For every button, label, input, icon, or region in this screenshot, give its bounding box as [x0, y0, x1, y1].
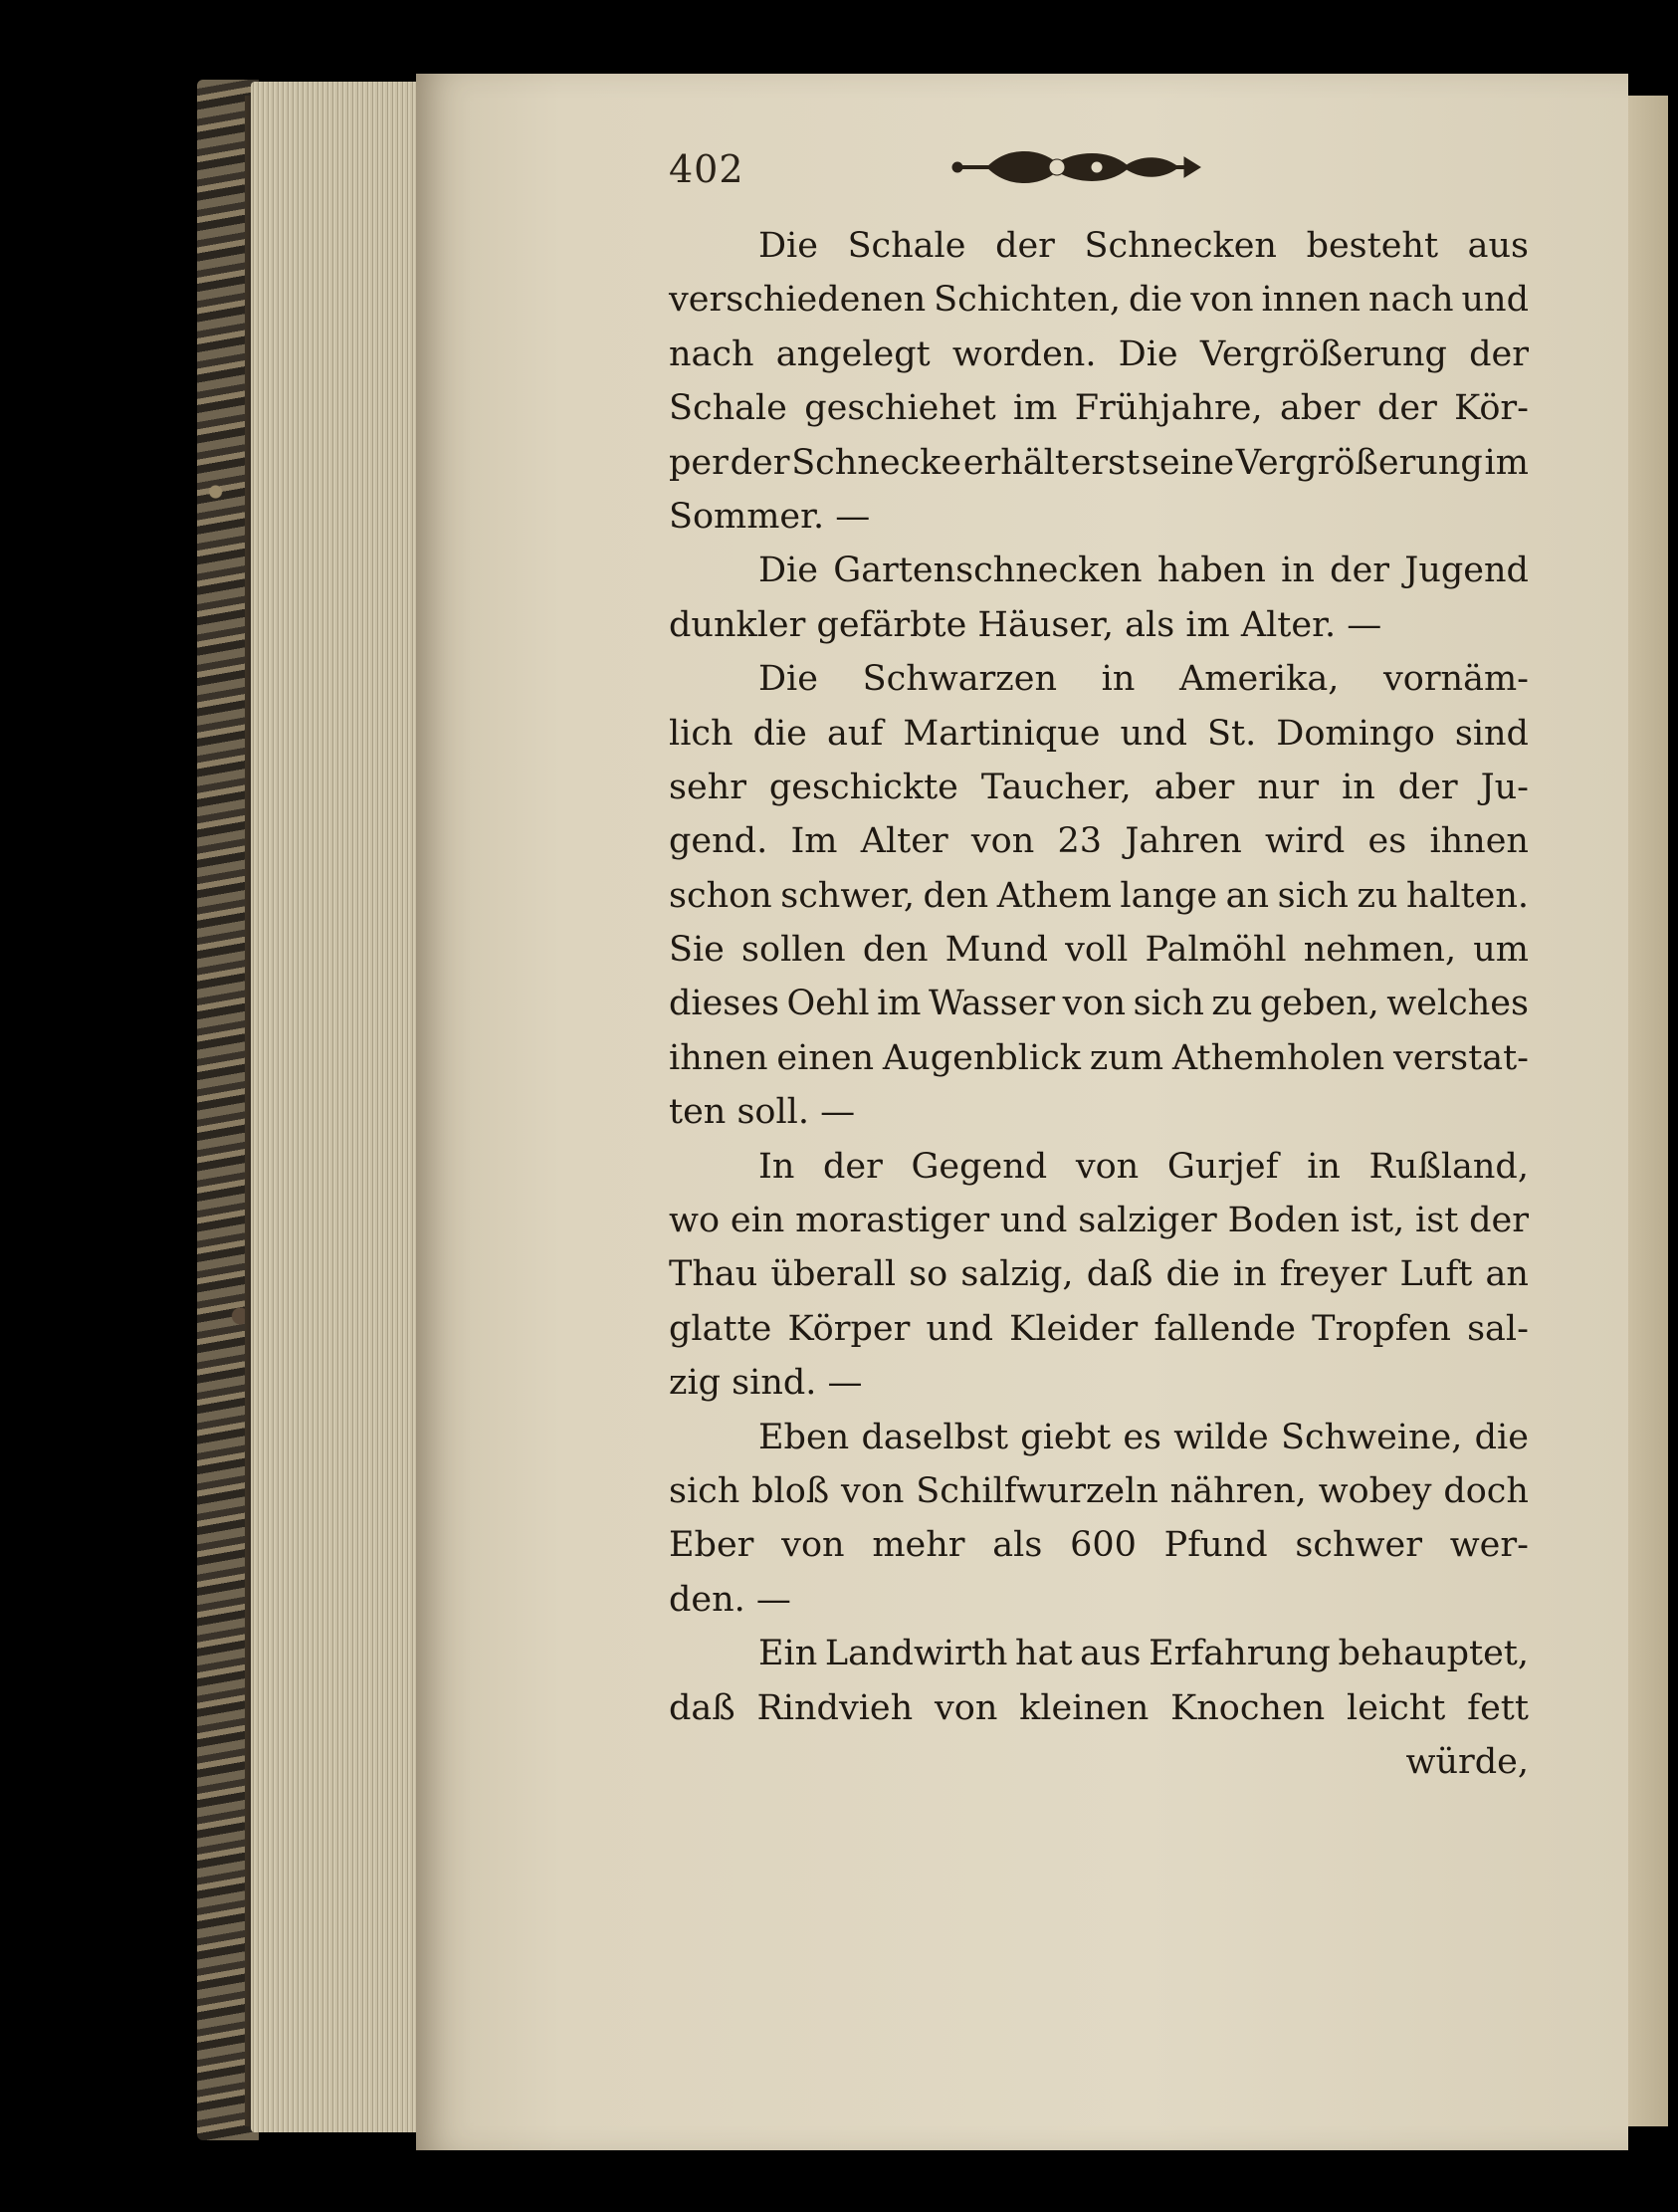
text-word: Vergrößerung	[1199, 333, 1447, 374]
text-word: Erfahrung	[1149, 1634, 1331, 1674]
text-word: Vergrößerung	[1235, 442, 1483, 483]
text-word: aus	[1467, 226, 1529, 266]
text-line	[669, 544, 1529, 597]
text-line	[669, 1518, 1529, 1572]
text-line	[669, 923, 1529, 977]
text-line	[669, 1194, 1529, 1247]
text-line-content: zig sind. —	[669, 1363, 863, 1404]
text-line	[669, 1140, 1529, 1194]
text-word: daß	[669, 1687, 735, 1728]
text-word: die	[1474, 1417, 1529, 1457]
text-word: hat	[1015, 1634, 1073, 1674]
text-word: vornäm-	[1382, 659, 1529, 700]
text-line-content: ten soll. —	[669, 1092, 856, 1133]
text-word: es	[1123, 1417, 1162, 1457]
text-word: doch	[1443, 1470, 1529, 1511]
text-word: Kör-	[1454, 388, 1529, 429]
text-word: erhält	[962, 442, 1069, 483]
text-word: in	[1101, 659, 1136, 700]
text-word: Jahren	[1125, 821, 1242, 862]
text-word: sollen	[741, 930, 846, 971]
text-word: glatte	[669, 1308, 772, 1349]
text-word: 23	[1057, 821, 1103, 862]
text-word: der	[730, 442, 790, 483]
text-word: Amerika,	[1179, 659, 1340, 700]
text-word: Boden	[1227, 1201, 1341, 1241]
text-word: lange	[1120, 875, 1218, 916]
text-word: im	[1484, 442, 1529, 483]
text-word: und	[1120, 713, 1187, 754]
text-word: salzig,	[960, 1254, 1074, 1295]
text-word: erst	[1070, 442, 1141, 483]
text-line	[669, 869, 1529, 923]
page-number: 402	[669, 147, 744, 191]
text-word: Frühjahre,	[1074, 388, 1263, 429]
facing-page-edge	[1628, 96, 1668, 2126]
text-word: morastiger	[795, 1201, 990, 1241]
text-word: zum	[1089, 1037, 1164, 1078]
text-word: Ju-	[1480, 767, 1529, 807]
text-word: aus	[1080, 1634, 1142, 1674]
text-word: Rußland,	[1368, 1146, 1529, 1187]
text-word: leicht	[1347, 1687, 1446, 1728]
text-word: Knochen	[1170, 1687, 1326, 1728]
text-word: Schweine,	[1280, 1417, 1463, 1457]
text-word: schwer	[1295, 1525, 1422, 1566]
text-word: innen	[1261, 280, 1362, 321]
text-word: Thau	[669, 1254, 758, 1295]
text-word: Landwirth	[824, 1634, 1008, 1674]
text-word: giebt	[1020, 1417, 1112, 1457]
text-word: Schnecken	[1084, 226, 1277, 266]
text-word: überall	[770, 1254, 897, 1295]
text-word: Die	[758, 659, 818, 700]
text-word: Im	[790, 821, 838, 862]
text-line	[669, 1085, 1529, 1139]
text-word: Sie	[669, 930, 725, 971]
text-word: fallende	[1154, 1308, 1296, 1349]
text-word: ihnen	[1429, 821, 1529, 862]
text-word: wer-	[1449, 1525, 1529, 1566]
text-line	[669, 598, 1529, 652]
text-word: von	[934, 1687, 998, 1728]
text-line	[669, 1464, 1529, 1518]
text-word: Martinique	[903, 713, 1101, 754]
text-line	[669, 1031, 1529, 1085]
text-word: Mund	[944, 930, 1048, 971]
text-word: in	[1281, 551, 1315, 591]
page-stack-edges	[251, 82, 425, 2132]
text-word: kleinen	[1019, 1687, 1150, 1728]
text-word: welches	[1386, 984, 1529, 1024]
text-word: halten.	[1405, 875, 1529, 916]
text-line	[669, 1573, 1529, 1627]
text-line	[669, 1681, 1529, 1735]
text-word: Jugend	[1404, 551, 1529, 591]
text-word: nehmen,	[1303, 930, 1457, 971]
text-word: und	[926, 1308, 993, 1349]
text-word: freyer	[1279, 1254, 1387, 1295]
text-word: ihnen	[669, 1037, 768, 1078]
text-word: Schwarzen	[862, 659, 1057, 700]
text-word: die	[752, 713, 807, 754]
text-word: von	[1075, 1146, 1140, 1187]
text-line	[669, 1627, 1529, 1680]
text-word: der	[1397, 767, 1458, 807]
text-word: der	[995, 226, 1055, 266]
text-word: schon	[669, 875, 772, 916]
text-word: Schale	[847, 226, 966, 266]
text-word: an	[1485, 1254, 1529, 1295]
text-word: Die	[758, 551, 818, 591]
text-word: Athem	[996, 875, 1112, 916]
text-word: Alter	[860, 821, 948, 862]
text-word: bloß	[751, 1470, 830, 1511]
text-word: Gartenschnecken	[833, 551, 1143, 591]
text-word: sind	[1454, 713, 1529, 754]
text-word: Die	[758, 226, 818, 266]
text-word: wobey	[1318, 1470, 1432, 1511]
text-word: Schilfwurzeln	[916, 1470, 1158, 1511]
text-word: worden.	[951, 333, 1097, 374]
text-word: von	[1062, 984, 1127, 1024]
text-line	[669, 1302, 1529, 1356]
text-line	[669, 1247, 1529, 1301]
text-word: verstat-	[1392, 1037, 1529, 1078]
text-word: seine	[1141, 442, 1235, 483]
text-word: einen	[776, 1037, 875, 1078]
text-word: gend.	[669, 821, 768, 862]
text-word: ein	[730, 1201, 785, 1241]
text-word: von	[781, 1525, 845, 1566]
text-word: schwer,	[780, 875, 916, 916]
text-word: voll	[1065, 930, 1129, 971]
text-word: haben	[1156, 551, 1266, 591]
text-word: besteht	[1306, 226, 1439, 266]
text-word: im	[877, 984, 922, 1024]
text-word: zu	[1357, 875, 1398, 916]
text-word: Kleider	[1009, 1308, 1139, 1349]
text-word: wird	[1264, 821, 1346, 862]
text-line-content: den. —	[669, 1579, 791, 1620]
text-word: Tropfen	[1312, 1308, 1451, 1349]
text-word: von	[1190, 280, 1254, 321]
text-word: Pfund	[1163, 1525, 1268, 1566]
text-word: der	[1330, 551, 1390, 591]
text-word: um	[1473, 930, 1529, 971]
text-line	[669, 814, 1529, 868]
text-line	[669, 436, 1529, 490]
text-word: Eber	[669, 1525, 754, 1566]
text-word: wilde	[1173, 1417, 1269, 1457]
text-word: daß	[1086, 1254, 1154, 1295]
text-word: daselbst	[861, 1417, 1009, 1457]
text-word: der	[822, 1146, 883, 1187]
text-word: angelegt	[775, 333, 931, 374]
text-word: Schnecke	[791, 442, 962, 483]
text-word: nur	[1257, 767, 1320, 807]
text-word: Gegend	[911, 1146, 1048, 1187]
text-word: per	[669, 442, 729, 483]
text-word: nach	[669, 333, 754, 374]
text-line	[669, 977, 1529, 1030]
text-word: in	[1232, 1254, 1267, 1295]
text-word: Schichten,	[934, 280, 1121, 321]
text-word: so	[909, 1254, 948, 1295]
text-word: Augenblick	[882, 1037, 1082, 1078]
text-word: verschiedenen	[669, 280, 927, 321]
text-word: sich	[1133, 984, 1204, 1024]
text-word: Ein	[758, 1634, 818, 1674]
text-word: mehr	[872, 1525, 965, 1566]
text-word: fett	[1467, 1687, 1529, 1728]
text-line	[669, 1411, 1529, 1464]
text-line	[669, 652, 1529, 706]
text-line	[669, 328, 1529, 381]
text-word: dieses	[669, 984, 779, 1024]
text-word: Schale	[669, 388, 787, 429]
text-word: sich	[669, 1470, 740, 1511]
text-word: der	[1376, 388, 1437, 429]
text-word: Palmöhl	[1145, 930, 1287, 971]
text-word: den	[862, 930, 929, 971]
text-word: sich	[1277, 875, 1349, 916]
text-word: Körper	[787, 1308, 911, 1349]
text-word: von	[841, 1470, 905, 1511]
text-word: Wasser	[929, 984, 1056, 1024]
text-word: wo	[669, 1201, 721, 1241]
text-word: sal-	[1467, 1308, 1529, 1349]
text-word: sehr	[669, 767, 746, 807]
text-word: den	[923, 875, 989, 916]
text-line	[669, 219, 1529, 273]
text-word: aber	[1279, 388, 1361, 429]
text-word: ist,	[1350, 1201, 1405, 1241]
text-word: Die	[1118, 333, 1178, 374]
text-word: der	[1469, 333, 1529, 374]
text-line	[669, 1735, 1529, 1789]
text-word: zu	[1211, 984, 1253, 1024]
text-word: an	[1225, 875, 1270, 916]
text-word: nach	[1367, 280, 1454, 321]
text-line	[669, 707, 1529, 761]
text-word: geben,	[1259, 984, 1379, 1024]
text-word: und	[999, 1201, 1068, 1241]
text-line	[669, 490, 1529, 544]
text-word: In	[758, 1146, 795, 1187]
text-word: lich	[669, 713, 734, 754]
text-word: die	[1128, 280, 1183, 321]
text-word: im	[1012, 388, 1058, 429]
text-word: Luft	[1399, 1254, 1473, 1295]
text-word: salziger	[1078, 1201, 1217, 1241]
text-word: in	[1307, 1146, 1341, 1187]
text-word: Taucher,	[980, 767, 1132, 807]
text-line	[669, 273, 1529, 327]
text-word: nähren,	[1169, 1470, 1307, 1511]
text-word: Athemholen	[1171, 1037, 1385, 1078]
text-line-content: Sommer. —	[669, 496, 871, 537]
text-word: in	[1342, 767, 1375, 807]
text-word: aber	[1154, 767, 1235, 807]
text-word: es	[1367, 821, 1407, 862]
text-word: Eben	[758, 1417, 850, 1457]
text-word: der	[1469, 1201, 1529, 1241]
text-word: geschickte	[768, 767, 958, 807]
text-line	[669, 761, 1529, 814]
ornament-icon	[947, 143, 1206, 191]
text-word: geschiehet	[804, 388, 996, 429]
page-header	[669, 139, 1226, 199]
text-word: Domingo	[1276, 713, 1435, 754]
text-word: die	[1165, 1254, 1220, 1295]
text-line	[669, 1356, 1529, 1410]
text-word: Oehl	[786, 984, 870, 1024]
text-word: behauptet,	[1338, 1634, 1529, 1674]
body-text	[669, 219, 1529, 1789]
text-word: und	[1461, 280, 1529, 321]
text-word: als	[992, 1525, 1043, 1566]
text-word: ist	[1415, 1201, 1459, 1241]
text-word: 600	[1070, 1525, 1137, 1566]
text-word: auf	[826, 713, 884, 754]
text-line-content: dunkler gefärbte Häuser, als im Alter. —	[669, 604, 1382, 645]
text-word: Gurjef	[1166, 1146, 1279, 1187]
text-line	[669, 381, 1529, 435]
text-word: St.	[1207, 713, 1257, 754]
text-word: Rindvieh	[756, 1687, 914, 1728]
text-word: von	[970, 821, 1035, 862]
text-line-content: würde,	[1405, 1741, 1529, 1782]
